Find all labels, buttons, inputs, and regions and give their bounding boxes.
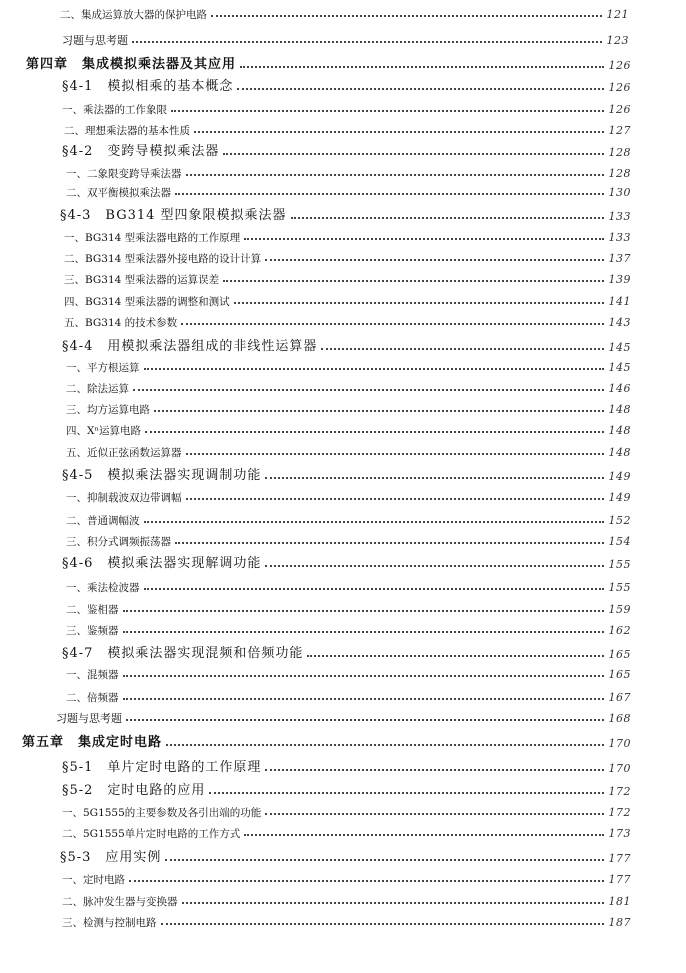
dot-leader [223,279,604,282]
dot-leader [175,192,604,195]
toc-entry [66,383,631,394]
toc-entry-page: 133 [608,210,631,223]
toc-entry-title: 习题与思考题 [62,34,128,47]
toc-entry [64,296,631,307]
toc-entry [62,647,631,660]
toc-entry [62,340,631,353]
toc-entry [64,274,631,285]
toc-entry-title: 二、BG314 型乘法器外接电路的设计计算 [64,252,262,265]
toc-entry-page: 159 [608,603,631,616]
toc-entry-title: 二、普通调幅波 [66,514,140,527]
toc-entry-page: 130 [608,186,631,199]
dot-leader [133,388,604,391]
toc-entry [66,582,631,593]
toc-entry-title: 一、混频器 [66,668,119,681]
toc-entry-title: 三、鉴频器 [66,624,119,637]
dot-leader [186,497,605,500]
toc-entry [66,536,631,547]
toc-entry [66,492,631,503]
toc-entry-page: 162 [608,624,631,637]
toc-entry-page: 126 [608,103,631,116]
toc-entry-title: 一、抑制载波双边带调幅 [66,491,182,504]
dot-leader [182,901,605,904]
toc-entry [62,469,631,482]
dot-leader [265,768,604,771]
dot-leader [161,922,605,925]
toc-entry-title: 第五章 集成定时电路 [22,735,163,750]
dot-leader [145,430,604,433]
dot-leader [209,791,604,794]
toc-entry-title: §4-1 模拟相乘的基本概念 [62,79,234,94]
toc-entry-page: 172 [608,806,631,819]
toc-entry-page: 145 [608,361,631,374]
toc-entry [66,187,631,198]
dot-leader [244,833,604,836]
dot-leader [123,674,605,677]
toc-entry-page: 155 [608,581,631,594]
toc-entry-title: 第四章 集成模拟乘法器及其应用 [26,57,237,72]
toc-entry-page: 148 [608,424,631,437]
dot-leader [144,587,605,590]
toc-entry [66,168,631,179]
dot-leader [144,367,605,370]
dot-leader [123,697,605,700]
toc-entry [66,362,631,373]
dot-leader [194,130,604,133]
toc-entry [62,784,631,797]
toc-entry-page: 172 [608,785,631,798]
toc-entry [62,557,631,570]
toc-entry-page: 165 [608,648,631,661]
toc-entry-title: 二、脉冲发生器与变换器 [62,895,178,908]
dot-leader [265,476,604,479]
toc-entry-title: §4-4 用模拟乘法器组成的非线性运算器 [62,339,318,354]
toc-entry [60,209,631,222]
dot-leader [186,452,605,455]
dot-leader [166,743,604,746]
toc-entry [62,80,631,93]
toc-entry-page: 177 [608,852,631,865]
dot-leader [181,322,604,325]
dot-leader [244,237,604,240]
toc-entry [22,736,631,749]
toc-entry [66,625,631,636]
toc-entry-page: 167 [608,691,631,704]
toc-entry [62,104,631,115]
toc-entry-page: 177 [608,873,631,886]
toc-entry-page: 173 [608,827,631,840]
dot-leader [175,541,604,544]
toc-entry-page: 133 [608,231,631,244]
toc-entry-title: 四、BG314 型乘法器的调整和测试 [64,295,230,308]
toc-entry [62,828,631,839]
toc-entry-page: 126 [608,59,631,72]
toc-entry [64,125,631,136]
toc-entry-title: 二、理想乘法器的基本性质 [64,124,190,137]
dot-leader [240,65,604,68]
toc-entry-title: 一、乘法器的工作象限 [62,103,167,116]
toc-entry-title: §5-2 定时电路的应用 [62,783,206,798]
toc-entry-page: 126 [608,81,631,94]
toc-entry-title: 二、5G1555单片定时电路的工作方式 [62,827,241,840]
toc-entry [66,692,631,703]
toc-entry-page: 128 [608,167,631,180]
toc-entry-page: 148 [608,446,631,459]
dot-leader [186,173,605,176]
dot-leader [307,654,604,657]
toc-entry [66,515,631,526]
toc-entry [66,404,631,415]
toc-entry-title: 二、鉴相器 [66,603,119,616]
dot-leader [154,409,604,412]
toc-entry-title: 五、近似正弦函数运算器 [66,446,182,459]
toc-entry-title: §5-1 单片定时电路的工作原理 [62,760,262,775]
toc-entry-page: 149 [608,470,631,483]
toc-entry-page: 170 [608,737,631,750]
toc-entry [60,851,631,864]
toc-entry [62,807,631,818]
toc-entry [62,761,631,774]
toc-entry-page: 146 [608,382,631,395]
dot-leader [126,718,604,721]
toc-entry-title: §5-3 应用实例 [60,850,162,865]
toc-entry-title: §4-6 模拟乘法器实现解调功能 [62,556,262,571]
toc-entry-title: §4-3 BG314 型四象限模拟乘法器 [60,208,287,223]
toc-entry-page: 128 [608,146,631,159]
dot-leader [265,812,604,815]
toc-entry [66,447,631,458]
toc-entry-page: 121 [606,8,629,21]
toc-entry-page: 148 [608,403,631,416]
toc-entry-page: 143 [608,316,631,329]
toc-entry-title: 五、BG314 的技术参数 [64,316,178,329]
toc-entry-title: 四、Xⁿ运算电路 [66,424,142,437]
toc-entry-page: 137 [608,252,631,265]
toc-entry-title: 二、除法运算 [66,382,129,395]
dot-leader [132,40,602,43]
toc-entry [26,58,631,71]
toc-entry-title: 一、5G1555的主要参数及各引出端的功能 [62,806,262,819]
toc-entry-page: 152 [608,514,631,527]
toc-entry-page: 187 [608,916,631,929]
toc-entry [62,896,631,907]
dot-leader [265,564,604,567]
toc-entry-title: 三、积分式调频振荡器 [66,535,171,548]
toc-entry-title: 习题与思考题 [56,712,122,725]
toc-entry-title: §4-5 模拟乘法器实现调制功能 [62,468,262,483]
toc-entry-title: 一、BG314 型乘法器电路的工作原理 [64,231,241,244]
toc-entry-page: 155 [608,558,631,571]
toc-entry-page: 149 [608,491,631,504]
toc-entry-title: 二、双平衡模拟乘法器 [66,186,171,199]
dot-leader [123,609,605,612]
dot-leader [265,258,604,261]
toc-entry [62,917,631,928]
toc-entry-page: 168 [608,712,631,725]
dot-leader [223,152,604,155]
toc-entry-page: 170 [608,762,631,775]
toc-entry [64,317,631,328]
toc-entry-page: 181 [608,895,631,908]
toc-entry-page: 123 [606,34,629,47]
toc-entry [64,253,631,264]
dot-leader [171,109,604,112]
toc-entry [66,425,631,436]
toc-entry-page: 141 [608,295,631,308]
toc-entry-title: 二、倍频器 [66,691,119,704]
toc-entry-page: 127 [608,124,631,137]
dot-leader [144,520,605,523]
toc-entry [62,35,629,46]
toc-entry-page: 165 [608,668,631,681]
dot-leader [165,858,604,861]
dot-leader [123,630,605,633]
toc-entry [64,232,631,243]
toc-entry [62,874,631,885]
toc-entry-title: 一、二象限变跨导乘法器 [66,167,182,180]
toc-entry-title: 一、乘法检波器 [66,581,140,594]
dot-leader [234,301,604,304]
toc-entry-title: §4-2 变跨导模拟乘法器 [62,144,220,159]
toc-entry-page: 139 [608,273,631,286]
toc-entry-title: 二、集成运算放大器的保护电路 [60,8,207,21]
dot-leader [291,216,604,219]
dot-leader [211,14,602,17]
toc-entry-title: 三、检测与控制电路 [62,916,157,929]
toc-entry-title: §4-7 模拟乘法器实现混频和倍频功能 [62,646,304,661]
toc-entry [56,713,631,724]
dot-leader [129,879,604,882]
toc-entry [66,604,631,615]
toc-entry [60,9,629,20]
dot-leader [321,347,604,350]
toc-entry [62,145,631,158]
toc-entry-title: 三、均方运算电路 [66,403,150,416]
toc-entry-title: 三、BG314 型乘法器的运算误差 [64,273,220,286]
toc-entry [66,669,631,680]
toc-entry-page: 145 [608,341,631,354]
toc-entry-title: 一、定时电路 [62,873,125,886]
toc-entry-title: 一、平方根运算 [66,361,140,374]
dot-leader [237,87,604,90]
toc-entry-page: 154 [608,535,631,548]
